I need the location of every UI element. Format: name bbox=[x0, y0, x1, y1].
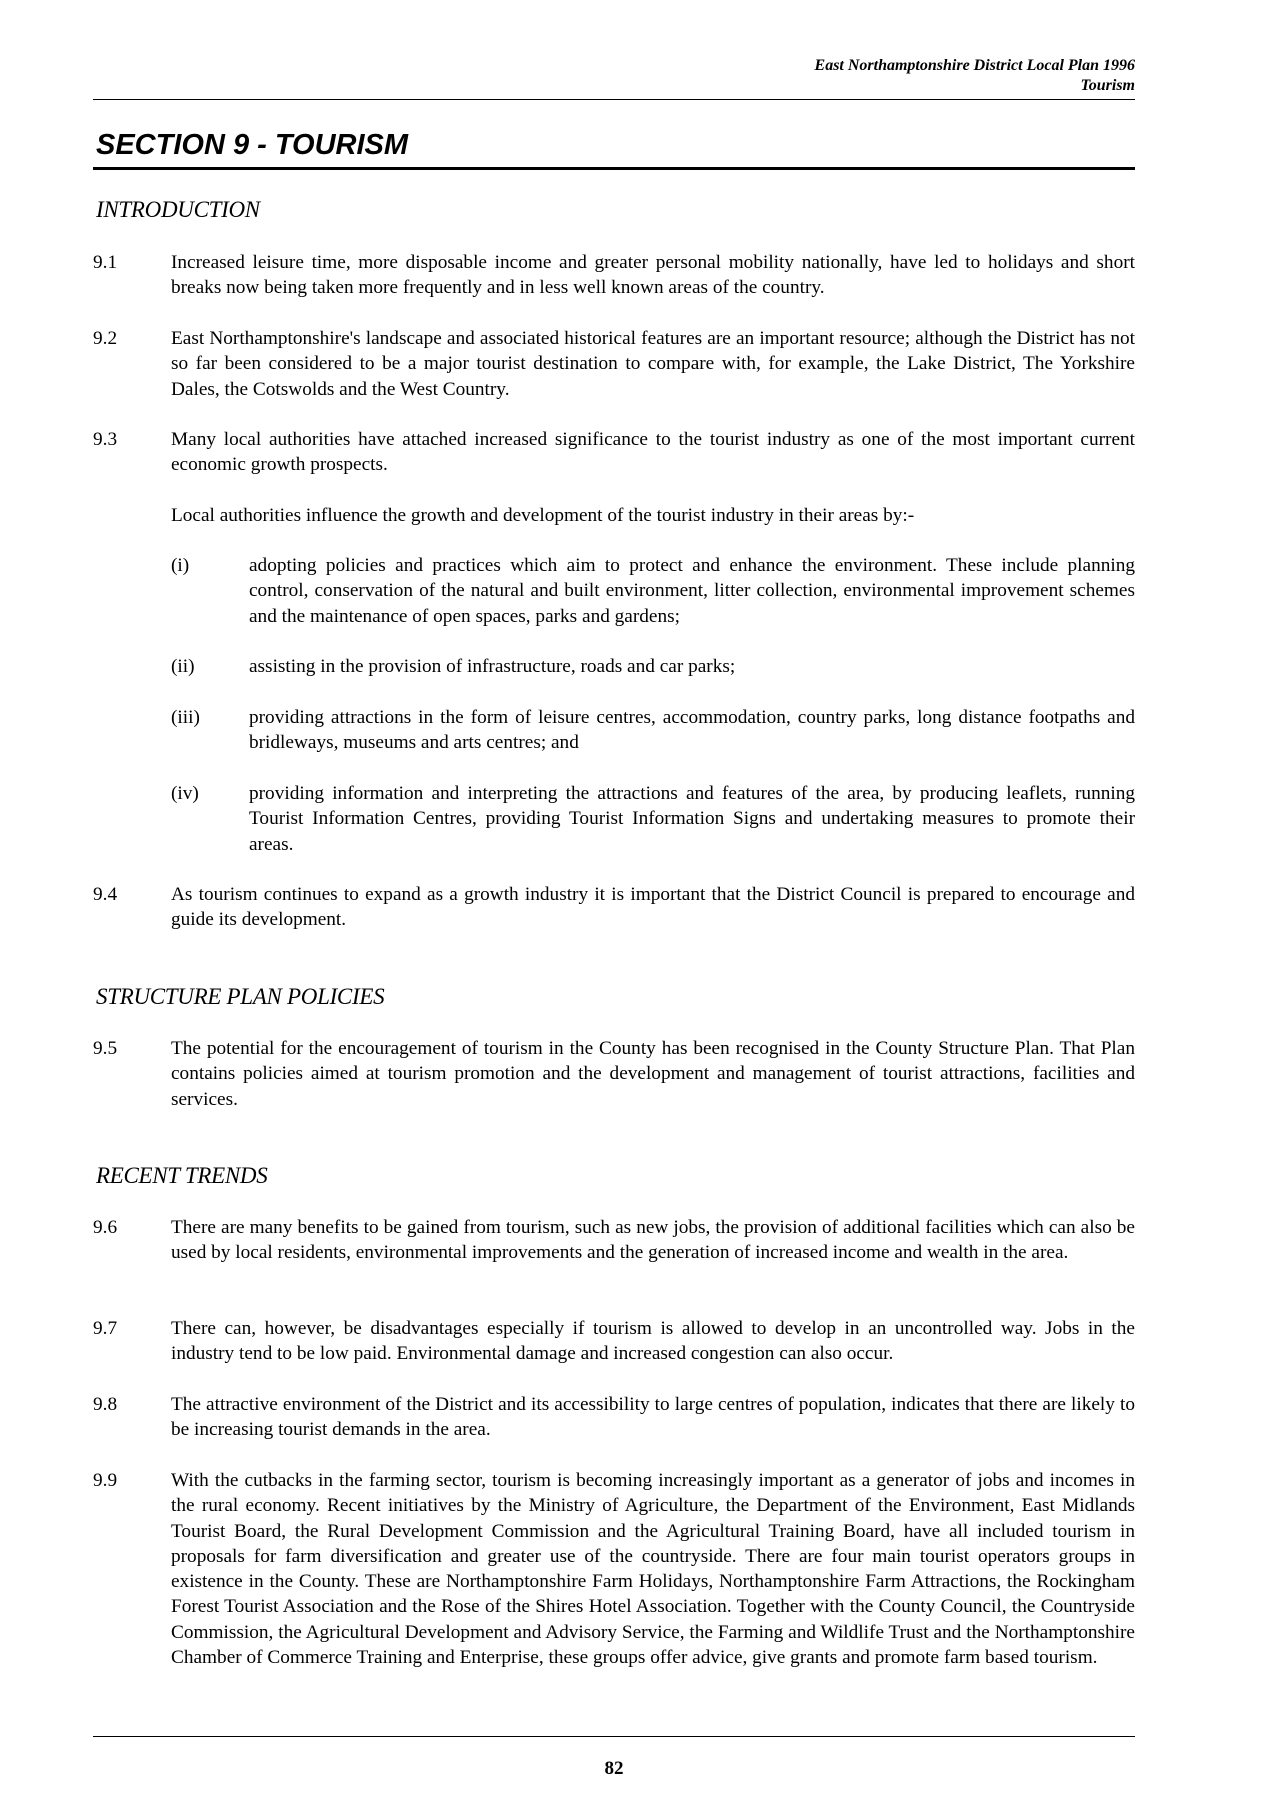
paragraph-9-4 bbox=[93, 882, 1135, 933]
paragraph-number: 9.9 bbox=[93, 1470, 118, 1491]
paragraph-9-5 bbox=[93, 1036, 1135, 1112]
paragraph-9-7 bbox=[93, 1316, 1135, 1367]
paragraph-number: 9.2 bbox=[93, 328, 118, 349]
list-item-iii bbox=[171, 705, 1135, 756]
paragraph-9-3-continued bbox=[93, 503, 1135, 528]
footer-rule bbox=[93, 1736, 1135, 1737]
paragraph-text: Local authorities influence the growth and development of the tourist industry in their areas by:- bbox=[171, 505, 915, 526]
title-rule bbox=[93, 167, 1135, 170]
list-item-number: (iv) bbox=[171, 783, 199, 804]
list-item-text: adopting policies and practices which aim to protect and enhance the environment. These include planning control, conservation of the natural and built environment, litter collection, environmental improvement schemes and the maintenance of open spaces, parks and gardens; bbox=[249, 555, 1135, 627]
list-item-text: providing attractions in the form of leisure centres, accommodation, country parks, long distance footpaths and bridleways, museums and arts centres; and bbox=[249, 707, 1135, 754]
paragraph-9-8 bbox=[93, 1392, 1135, 1443]
paragraph-9-1 bbox=[93, 250, 1135, 301]
paragraph-number: 9.5 bbox=[93, 1038, 118, 1059]
paragraph-text: There can, however, be disadvantages especially if tourism is allowed to develop in an uncontrolled way. Jobs in the industry tend to be low paid. Environmental damage and increased congestion can also occur. bbox=[171, 1318, 1135, 1365]
list-item-number: (i) bbox=[171, 555, 190, 576]
paragraph-9-2 bbox=[93, 326, 1135, 402]
header-rule bbox=[93, 99, 1135, 100]
paragraph-number: 9.8 bbox=[93, 1394, 118, 1415]
list-item-number: (iii) bbox=[171, 707, 200, 728]
paragraph-text: As tourism continues to expand as a growth industry it is important that the District Council is prepared to encourage and guide its development. bbox=[171, 884, 1135, 931]
list-item-text: providing information and interpreting the attractions and features of the area, by producing leaflets, running Tourist Information Centres, providing Tourist Information Signs and undertaking measures to promote their areas. bbox=[249, 783, 1135, 855]
running-header-title: East Northamptonshire District Local Plan 1996 bbox=[814, 57, 1135, 74]
paragraph-9-3 bbox=[93, 427, 1135, 478]
paragraph-text: The potential for the encouragement of tourism in the County has been recognised in the County Structure Plan. That Plan contains policies aimed at tourism promotion and the development and management of tourist attractions, facilities and services. bbox=[171, 1038, 1135, 1110]
list-item-iv bbox=[171, 781, 1135, 857]
heading-introduction: INTRODUCTION bbox=[96, 197, 260, 222]
paragraph-text: The attractive environment of the District and its accessibility to large centres of population, indicates that there are likely to be increasing tourist demands in the area. bbox=[171, 1394, 1135, 1441]
paragraph-number: 9.6 bbox=[93, 1217, 118, 1238]
paragraph-number: 9.7 bbox=[93, 1318, 118, 1339]
paragraph-number: 9.4 bbox=[93, 884, 118, 905]
paragraph-number: 9.3 bbox=[93, 429, 118, 450]
document-page bbox=[93, 0, 1135, 1811]
section-title: SECTION 9 - TOURISM bbox=[96, 129, 409, 161]
heading-structure-plan-policies: STRUCTURE PLAN POLICIES bbox=[96, 984, 385, 1009]
page-number: 82 bbox=[604, 1758, 624, 1779]
list-item-text: assisting in the provision of infrastructure, roads and car parks; bbox=[249, 656, 736, 677]
list-item-number: (ii) bbox=[171, 656, 195, 677]
list-item-i bbox=[171, 553, 1135, 629]
paragraph-text: There are many benefits to be gained from tourism, such as new jobs, the provision of additional facilities which can also be used by local residents, environmental improvements and the generation of increased income and wealth in the area. bbox=[171, 1217, 1135, 1264]
paragraph-text: With the cutbacks in the farming sector, tourism is becoming increasingly important as a generator of jobs and incomes in the rural economy. Recent initiatives by the Ministry of Agriculture, the Department of the Environment, East Midlands Tourist Board, the Rural Development Commission and the Agricultural Training Board, have all included tourism in proposals for farm diversification and greater use of the countryside. There are four main tourist operators groups in existence in the County. These are Northamptonshire Farm Holidays, Northamptonshire Farm Attractions, the Rockingham Forest Tourist Association and the Rose of the Shires Hotel Association. Together with the County Council, the Countryside Commission, the Agricultural Development and Advisory Service, the Farming and Wildlife Trust and the Northamptonshire Chamber of Commerce Training and Enterprise, these groups offer advice, give grants and promote farm based tourism. bbox=[171, 1470, 1135, 1669]
paragraph-text: East Northamptonshire's landscape and associated historical features are an important resource; although the District has not so far been considered to be a major tourist destination to compare with, for example, the Lake District, The Yorkshire Dales, the Cotswolds and the West Country. bbox=[171, 328, 1135, 400]
paragraph-number: 9.1 bbox=[93, 252, 118, 273]
paragraph-9-6 bbox=[93, 1215, 1135, 1266]
paragraph-text: Many local authorities have attached increased significance to the tourist industry as one of the most important current economic growth prospects. bbox=[171, 429, 1135, 476]
paragraph-9-9 bbox=[93, 1468, 1135, 1670]
paragraph-text: Increased leisure time, more disposable income and greater personal mobility nationally, have led to holidays and short breaks now being taken more frequently and in less well known areas of the country. bbox=[171, 252, 1135, 299]
running-header bbox=[815, 56, 1135, 96]
heading-recent-trends: RECENT TRENDS bbox=[96, 1163, 268, 1188]
list-item-ii bbox=[171, 654, 1135, 679]
running-header-chapter: Tourism bbox=[1080, 77, 1135, 94]
